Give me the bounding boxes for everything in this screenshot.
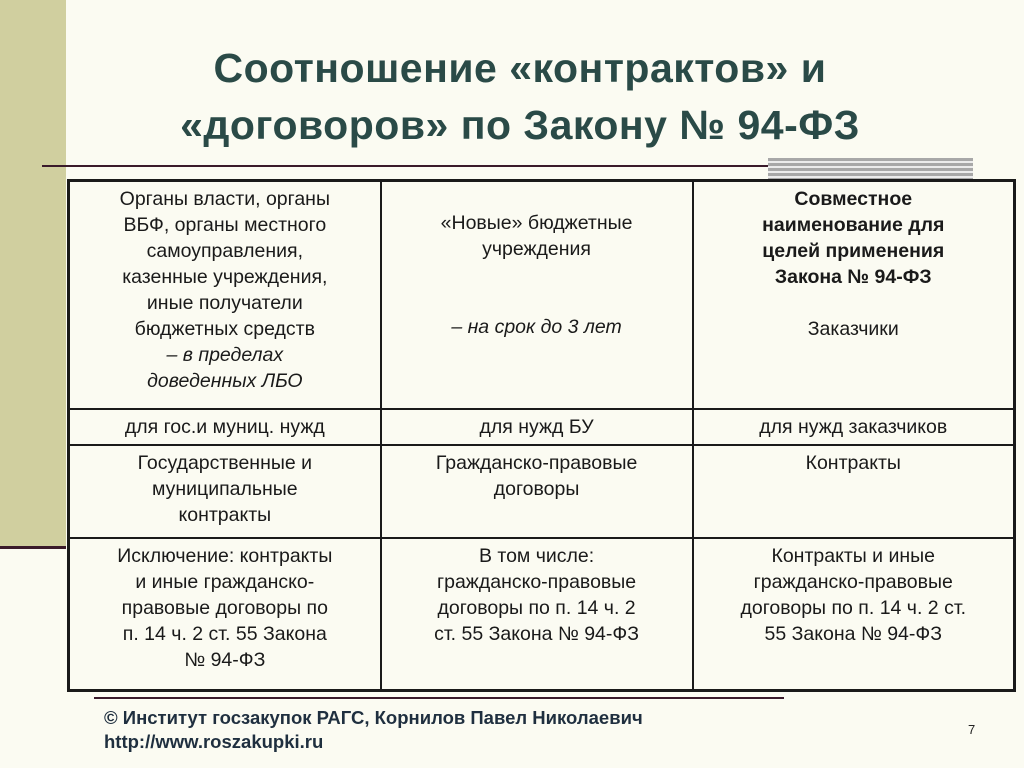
cell-line: Контракты и иные — [771, 544, 936, 567]
cell-line: ст. 55 Закона № 94-ФЗ — [434, 622, 639, 645]
table-cell — [69, 181, 381, 409]
page-number: 7 — [968, 722, 976, 737]
table-cell — [381, 181, 693, 409]
table-row — [69, 409, 1015, 445]
cell-line: договоры по п. 14 ч. 2 — [437, 596, 636, 619]
table-cell — [381, 445, 693, 538]
cell-line: договоры по п. 14 ч. 2 ст. — [740, 596, 967, 619]
cell-line: В том числе: — [478, 544, 595, 567]
cell-line: – на срок до 3 лет — [451, 316, 622, 338]
footer-url-link[interactable]: http://www.roszakupki.ru — [104, 731, 324, 752]
left-decor-line — [0, 546, 66, 549]
cell-line: иные получатели — [146, 292, 303, 314]
cell-line: доведенных ЛБО — [147, 370, 303, 392]
title-decor-block — [768, 158, 973, 179]
cell-line: казенные учреждения, — [122, 266, 328, 288]
left-decor-strip — [0, 0, 66, 546]
cell-line: Гражданско-правовые — [435, 451, 638, 474]
cell-line: Органы власти, органы — [119, 188, 330, 210]
cell-line: Закона № 94-ФЗ — [774, 266, 932, 288]
table-cell: для нужд БУ — [381, 409, 693, 445]
cell-line: целей применения — [762, 240, 945, 262]
cell-line: п. 14 ч. 2 ст. 55 Закона — [122, 622, 327, 645]
table-cell — [693, 445, 1015, 538]
table-cell — [693, 538, 1015, 691]
cell-line: самоуправления, — [146, 240, 304, 262]
cell-line: правовые договоры по — [121, 596, 328, 619]
cell-line: Исключение: контракты — [117, 544, 333, 567]
cell-line: контракты — [178, 503, 272, 526]
cell-line: гражданско-правовые — [437, 570, 637, 593]
comparison-table — [67, 179, 1016, 692]
table-row — [69, 181, 1015, 409]
cell-line: договоры — [493, 477, 580, 500]
cell-line: бюджетных средств — [134, 318, 315, 340]
cell-line: и иные гражданско- — [135, 570, 315, 593]
table-row — [69, 538, 1015, 691]
cell-line: Заказчики — [807, 318, 899, 340]
table-row — [69, 445, 1015, 538]
table-cell — [69, 445, 381, 538]
table-cell: для гос.и муниц. нужд — [69, 409, 381, 445]
table-cell — [381, 538, 693, 691]
cell-line: – в пределах — [166, 344, 284, 366]
slide-title — [70, 40, 970, 154]
cell-line: Государственные и — [137, 451, 313, 474]
cell-line: № 94-ФЗ — [184, 648, 266, 671]
title-line-1: Соотношение «контрактов» и — [213, 45, 827, 91]
table-cell: для нужд заказчиков — [693, 409, 1015, 445]
footer-copyright: © Институт госзакупок РАГС, Корнилов Павел Николаевич — [104, 707, 643, 728]
cell-line: учреждения — [482, 238, 591, 260]
footer — [104, 706, 643, 754]
footer-divider — [94, 697, 784, 699]
cell-line: гражданско-правовые — [753, 570, 953, 593]
cell-line: Контракты — [805, 451, 901, 474]
cell-line: Совместное — [794, 188, 913, 210]
table-cell — [693, 181, 1015, 409]
cell-line: 55 Закона № 94-ФЗ — [764, 622, 942, 645]
table-cell — [69, 538, 381, 691]
title-line-2: «договоров» по Закону № 94-ФЗ — [180, 102, 860, 148]
cell-line: наименование для — [762, 214, 945, 236]
cell-line: «Новые» бюджетные — [440, 212, 633, 234]
cell-line: муниципальные — [151, 477, 298, 500]
cell-line: ВБФ, органы местного — [123, 214, 327, 236]
